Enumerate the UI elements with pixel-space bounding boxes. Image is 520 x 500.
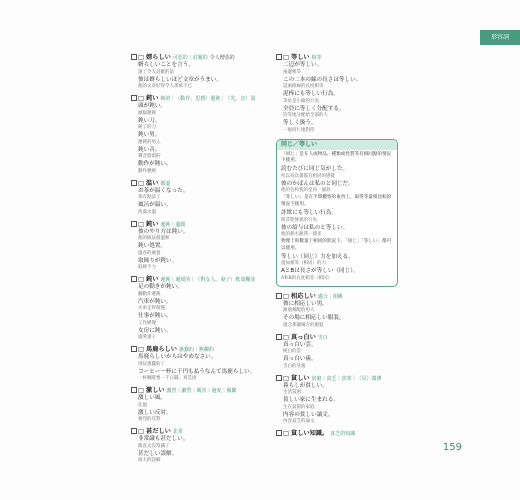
part-of-speech: 遲鈍｜遲緩的｜（對女人、妻子）軟弱糊塗 xyxy=(160,277,256,283)
example-ja: 鈍い処置。 xyxy=(138,243,166,249)
entry xyxy=(131,276,256,341)
example-zh: 別玩愚蠢的了 xyxy=(138,361,165,367)
checkbox-icon[interactable] xyxy=(276,430,282,436)
example-zh: 他的做法很溫和 xyxy=(138,236,170,241)
example-ja: 激しい風。 xyxy=(138,395,166,401)
example-ja: 彼のやり方は鈍い。 xyxy=(138,228,189,235)
headword: □ 婿らしい xyxy=(138,54,171,61)
example-ja: 取締りが鈍い。 xyxy=(138,257,178,264)
example-zh: 純白的雲 xyxy=(283,349,301,355)
left-column xyxy=(131,54,256,469)
example-ja: その場に相応しい服装。 xyxy=(283,315,345,322)
part-of-speech: 貧乏的知識 xyxy=(330,431,356,438)
checkbox-icon[interactable] xyxy=(131,346,137,352)
headword: □ 相応しい xyxy=(283,292,316,300)
example-zh: 兩邊相等 xyxy=(283,69,301,75)
example-ja: お茶が温くなった。 xyxy=(138,187,189,194)
example-zh: 鈍了的刀 xyxy=(138,125,156,130)
example-zh: 雪白的牙齒 xyxy=(283,363,306,369)
headword: □ 鈍い xyxy=(138,276,159,283)
example-ja: 等しい（同じ）力を加える。 xyxy=(281,253,354,260)
entry xyxy=(276,54,398,134)
example-ja: 貧しい家に生まれる。 xyxy=(283,397,339,404)
example-zh: 茶有點涼了 xyxy=(138,195,161,200)
part-of-speech: 微溫 xyxy=(160,180,171,187)
example-zh: 生活貧困 xyxy=(283,390,301,396)
example-zh: 工作緩慢 xyxy=(138,320,156,326)
example-ja: 読むたびに同じ気がした。 xyxy=(281,166,349,173)
entry xyxy=(276,293,398,329)
checkbox-icon[interactable] xyxy=(131,54,137,60)
headword: □ 温い xyxy=(138,179,159,187)
example-zh: 洗澡水溫 xyxy=(138,209,156,215)
example-ja: 頭が鈍い。 xyxy=(138,103,166,109)
example-zh: 簡直太沒常識了 xyxy=(138,443,170,449)
example-zh: 與詐欺無異的行為 xyxy=(281,217,317,223)
example-ja: 馬鹿らしいからはやめなさい。 xyxy=(138,354,217,360)
example-zh: 狂風 xyxy=(138,402,147,408)
example-ja: 婿らしいことを言う。 xyxy=(138,62,194,68)
example-ja: AとBは長さが等しい（同じ）。 xyxy=(281,268,359,275)
entry xyxy=(131,387,253,423)
entry xyxy=(131,346,256,382)
example-zh: 一視同仁地對待 xyxy=(283,127,315,133)
note-text: 「等しい」是在手間觀察的東西上，取得等量相比較的情況下使用。 xyxy=(281,195,392,207)
headword: □ 激しい xyxy=(138,387,165,394)
example-zh: 內容貧乏的論文 xyxy=(283,419,315,425)
example-ja: 鈍い刀。 xyxy=(138,117,161,124)
example-ja: 全員に等しく分配する。 xyxy=(283,105,345,112)
example-ja: 鈍い男。 xyxy=(138,132,161,138)
checkbox-icon[interactable] xyxy=(131,428,137,434)
part-of-speech: 相等 xyxy=(311,55,322,61)
part-of-speech: 適合｜相稱 xyxy=(317,293,343,300)
part-of-speech: 非常 xyxy=(172,429,183,435)
checkbox-icon[interactable] xyxy=(131,95,137,101)
example-zh: 強烈的反對 xyxy=(138,417,161,422)
example-ja: 鈍い音。 xyxy=(138,146,161,153)
example-zh: 腳動作遲鈍 xyxy=(138,291,161,297)
part-of-speech: 貧窮｜貧乏｜貧寒｜（見）微薄 xyxy=(311,375,382,382)
example-ja: 泥棒にも等しい行為。 xyxy=(283,91,339,97)
entry xyxy=(131,54,253,90)
example-zh: 他的文章好得令人羡慕不已 xyxy=(138,84,192,89)
example-ja: 彼は婿らしいほど文章がうまい。 xyxy=(138,76,222,83)
part-of-speech: 鈍的｜（動作、思想）遲鈍｜（光、音）弱 xyxy=(160,96,256,102)
headword: □ 真っ白い xyxy=(283,333,316,341)
example-zh: A和B的長度相等（相同） xyxy=(281,275,333,281)
example-zh: 頭腦遲鈍 xyxy=(138,110,156,116)
note-text: 物理上和數量上相同的狀況下，「同じ」「等しい」都可以使用。 xyxy=(281,239,392,251)
checkbox-icon[interactable] xyxy=(276,375,282,381)
checkbox-icon[interactable] xyxy=(131,276,137,282)
headword: □ 等しい xyxy=(283,54,310,61)
example-zh: 一杯咖啡要一千日圓，真荒唐 xyxy=(138,376,197,381)
checkbox-icon[interactable] xyxy=(276,293,282,299)
example-zh: 生在貧窮的家庭 xyxy=(283,404,315,410)
checkbox-icon[interactable] xyxy=(276,54,282,60)
checkbox-icon[interactable] xyxy=(131,180,137,186)
example-ja: 真っ白い歯。 xyxy=(283,356,317,363)
example-ja: 内容の貧しい論文。 xyxy=(283,411,334,418)
entry xyxy=(131,95,256,175)
checkbox-icon[interactable] xyxy=(131,387,137,393)
example-zh: 很大的誤解 xyxy=(138,458,161,463)
example-zh: 這兩條線的長度相等 xyxy=(283,84,324,89)
checkbox-icon[interactable] xyxy=(276,334,282,340)
part-of-speech: 可惡的｜討厭的 xyxy=(172,55,208,61)
entry xyxy=(276,375,398,426)
entry xyxy=(131,428,253,464)
example-ja: 足の動きが鈍い。 xyxy=(138,284,183,290)
example-ja: 彼のかばんは私のと同じだ。 xyxy=(281,180,354,187)
part-of-speech: 愚蠢的｜無聊的 xyxy=(178,347,214,353)
entry xyxy=(276,334,398,370)
example-zh: 均等地分配給全部的人 xyxy=(283,113,328,118)
section-tab: 形容詞 xyxy=(480,30,520,45)
example-zh: 他的包和我的是同一個款 xyxy=(281,188,331,194)
example-ja: 風呂が温い。 xyxy=(138,202,172,208)
headword: □ 馬鹿らしい xyxy=(138,346,177,353)
example-ja: 非常識も甚だしい。 xyxy=(138,436,189,442)
example-zh: 所以每次讀都有相同的感覺 xyxy=(281,173,335,179)
example-zh: 溺愛妻子 xyxy=(138,335,156,340)
example-ja: 二辺が等しい。 xyxy=(283,62,323,68)
example-ja: 暮らしが貧しい。 xyxy=(283,382,328,389)
page-number: 159 xyxy=(442,442,462,453)
example-ja: 等しく扱う。 xyxy=(283,120,317,126)
example-ja: コーヒー一杯に千円も払うなんて馬鹿らしい。 xyxy=(138,368,256,375)
headword: □ 貧しい知識。 xyxy=(283,430,329,438)
headword: □ 甚だしい xyxy=(138,428,171,435)
example-zh: 聲音悶悶的 xyxy=(138,154,161,159)
example-zh: 適合那個場合的服裝 xyxy=(283,322,324,328)
gloss: 令人憎惡的 xyxy=(209,55,235,61)
example-zh: 取締不力 xyxy=(138,265,156,270)
example-zh: 說了令人討厭的話 xyxy=(138,69,174,75)
example-ja: 彼の給与は私のと等しい。 xyxy=(281,224,349,231)
headword: □ 貧しい xyxy=(283,374,310,382)
example-zh: 溫吞的處置 xyxy=(138,250,161,256)
example-zh: 等於是小偷的行為 xyxy=(283,98,319,104)
checkbox-icon[interactable] xyxy=(131,221,137,227)
note-text: 「同じ」是在人或物品，種類或性質等有相同點的情況下使用。 xyxy=(281,151,392,163)
example-zh: 他的薪水跟我一樣多 xyxy=(281,232,322,238)
example-ja: 女房に鈍い。 xyxy=(138,327,172,334)
part-of-speech: 雪白 xyxy=(317,334,328,341)
example-zh: 跟他相配的男人 xyxy=(283,308,315,314)
example-ja: この二本の線の長さは等しい。 xyxy=(283,76,362,83)
entry xyxy=(131,221,253,272)
example-ja: 甚だしい誤解。 xyxy=(138,450,178,457)
part-of-speech: 遲鈍｜溫暖 xyxy=(160,221,186,228)
example-ja: 詐欺にも等しい行為。 xyxy=(281,210,337,217)
example-ja: 激しい反対。 xyxy=(138,409,172,416)
headword: □ 鈍い xyxy=(138,95,159,102)
example-ja: 彼に相応しい男。 xyxy=(283,300,328,307)
entry xyxy=(131,180,253,216)
usage-note-box xyxy=(276,139,398,287)
example-zh: 遲鈍的男人 xyxy=(138,139,161,145)
part-of-speech: 激烈｜劇烈｜厲害｜過度｜頻繁 xyxy=(166,388,237,394)
example-ja: 動作が鈍い。 xyxy=(138,161,172,167)
example-zh: 火車走得很慢 xyxy=(138,306,165,311)
example-ja: 真っ白い雲。 xyxy=(283,341,317,348)
note-title: 同じ／等しい xyxy=(277,140,397,150)
example-zh: 施加相等（相同）的力 xyxy=(281,261,326,267)
entry xyxy=(276,430,398,438)
headword: □ 鈍い xyxy=(138,220,159,228)
example-ja: 仕事が鈍い。 xyxy=(138,313,172,319)
example-ja: 汽車が鈍い。 xyxy=(138,298,172,305)
example-zh: 動作遲緩 xyxy=(138,168,156,174)
right-column xyxy=(276,54,398,443)
